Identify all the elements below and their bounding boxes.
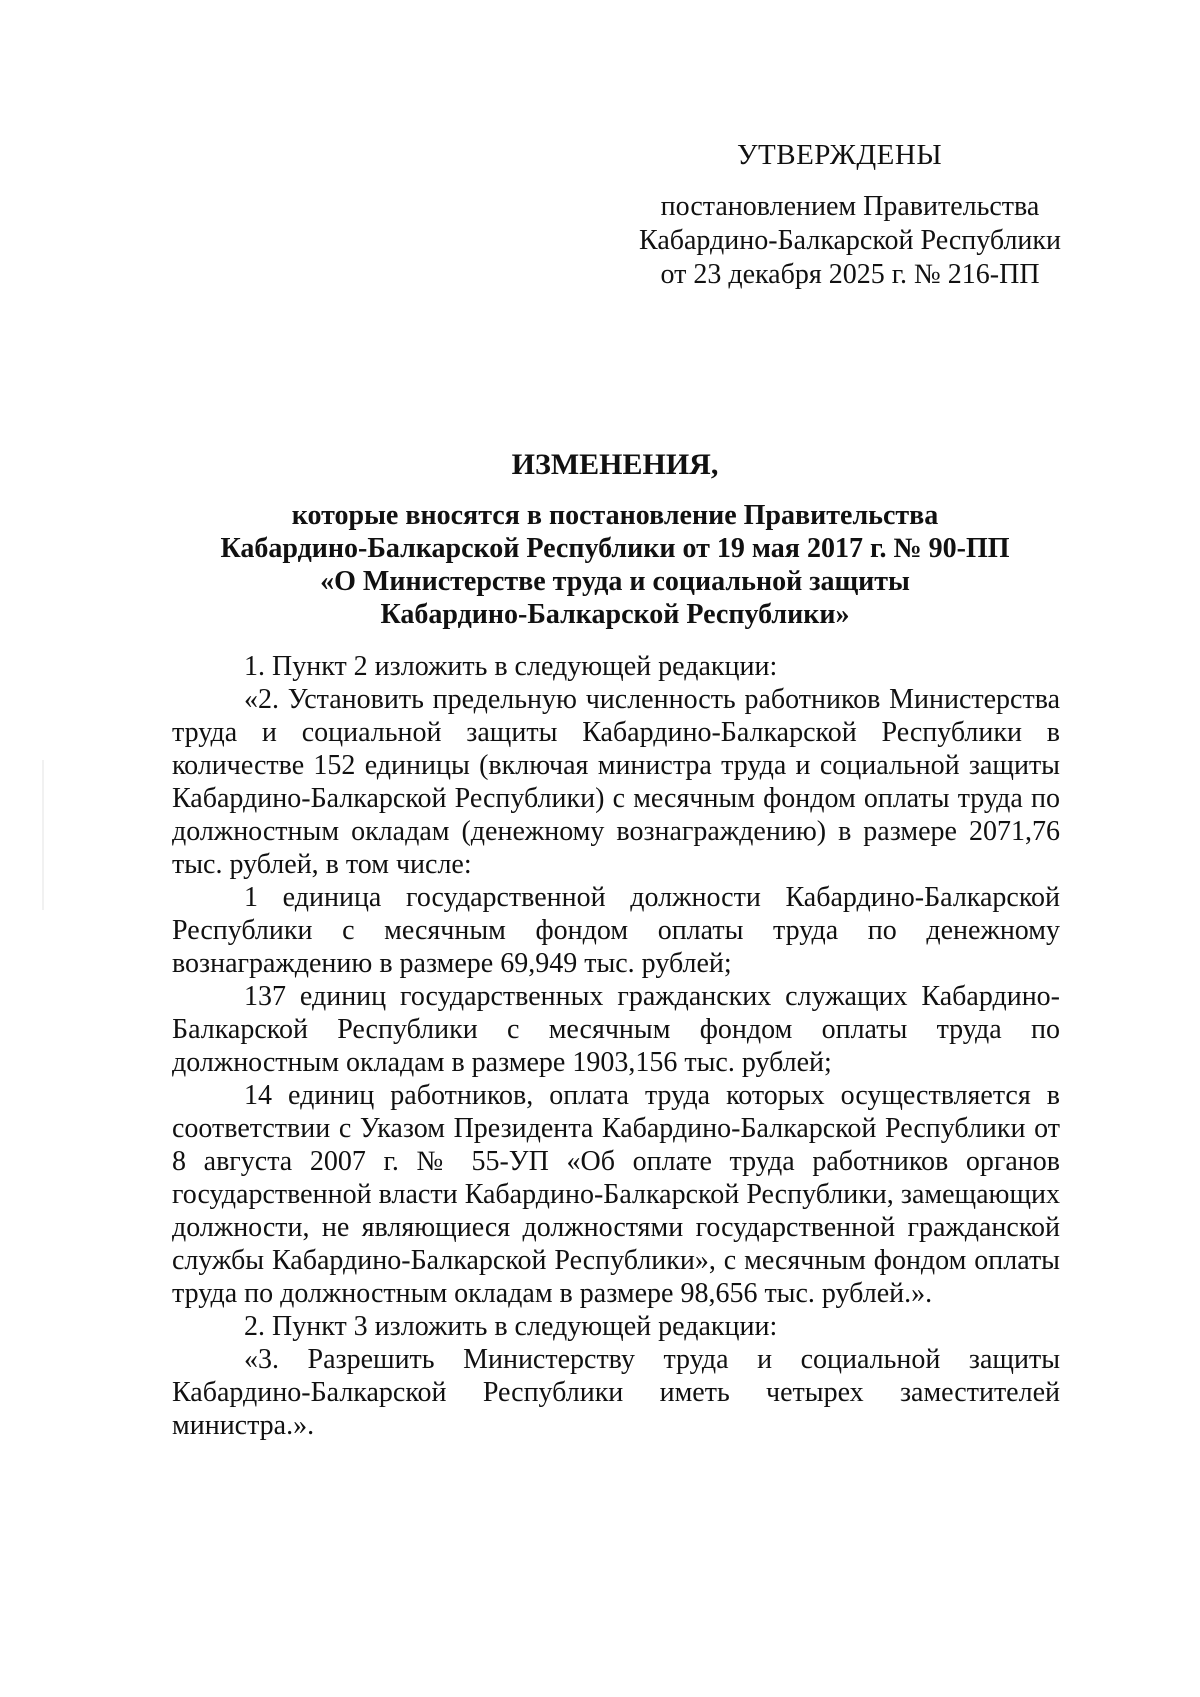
title-line-3: «О Министерстве труда и социальной защиты bbox=[320, 566, 910, 597]
document-title-block bbox=[170, 448, 1060, 631]
paragraph-4: 137 единиц государственных гражданских служащих Кабардино-Балкарской Республики с месячным фондом оплаты труда по должностным окладам в размере 1903,156 тыс. рублей; bbox=[172, 981, 1060, 1078]
title-line-1: которые вносятся в постановление Правительства bbox=[291, 500, 939, 531]
title-line-2: Кабардино-Балкарской Республики от 19 мая 2017 г. № 90-ПП bbox=[220, 533, 1010, 564]
paragraph-1: 1. Пункт 2 изложить в следующей редакции: bbox=[244, 651, 778, 682]
document-body bbox=[172, 650, 1060, 1442]
title-line-4: Кабардино-Балкарской Республики» bbox=[380, 599, 850, 630]
paragraph-6: 2. Пункт 3 изложить в следующей редакции: bbox=[244, 1311, 778, 1342]
approval-label: УТВЕРЖДЕНЫ bbox=[737, 139, 943, 171]
approval-line-2: Кабардино-Балкарской Республики bbox=[639, 225, 1061, 256]
paragraph-3: 1 единица государственной должности Кабардино-Балкарской Республики с месячным фондом оплаты труда по денежному вознаграждению в размере 69,949 тыс. рублей; bbox=[172, 882, 1060, 979]
approval-line-1: постановлением Правительства bbox=[660, 191, 1040, 222]
scan-margin-mark bbox=[42, 760, 44, 910]
paragraph-5: 14 единиц работников, оплата труда которых осуществляется в соответствии с Указом Президента Кабардино-Балкарской Республики от 8 августа 2007 г. № 55-УП «Об оплате труда работников органов государственной власти Кабардино-Балкарской Республики, замещающих должности, не являющиеся должностями государственной гражданской службы Кабардино-Балкарской Республики», с месячным фондом оплаты труда по должностным окладам в размере 98,656 тыс. рублей.». bbox=[172, 1080, 1060, 1309]
paragraph-7: «3. Разрешить Министерству труда и социальной защиты Кабардино-Балкарской Республики иметь четырех заместителей министра.». bbox=[172, 1344, 1060, 1441]
document-title: ИЗМЕНЕНИЯ, bbox=[511, 448, 719, 481]
approval-block bbox=[620, 138, 1080, 292]
paragraph-2: «2. Установить предельную численность работников Министерства труда и социальной защиты Кабардино-Балкарской Республики в количестве 152 единицы (включая министра труда и социальной защиты Кабардино-Балкарской Республики) с месячным фондом оплаты труда по должностным окладам (денежному вознаграждению) в размере 2071,76 тыс. рублей, в том числе: bbox=[172, 684, 1060, 880]
approval-line-3: от 23 декабря 2025 г. № 216-ПП bbox=[660, 259, 1040, 290]
